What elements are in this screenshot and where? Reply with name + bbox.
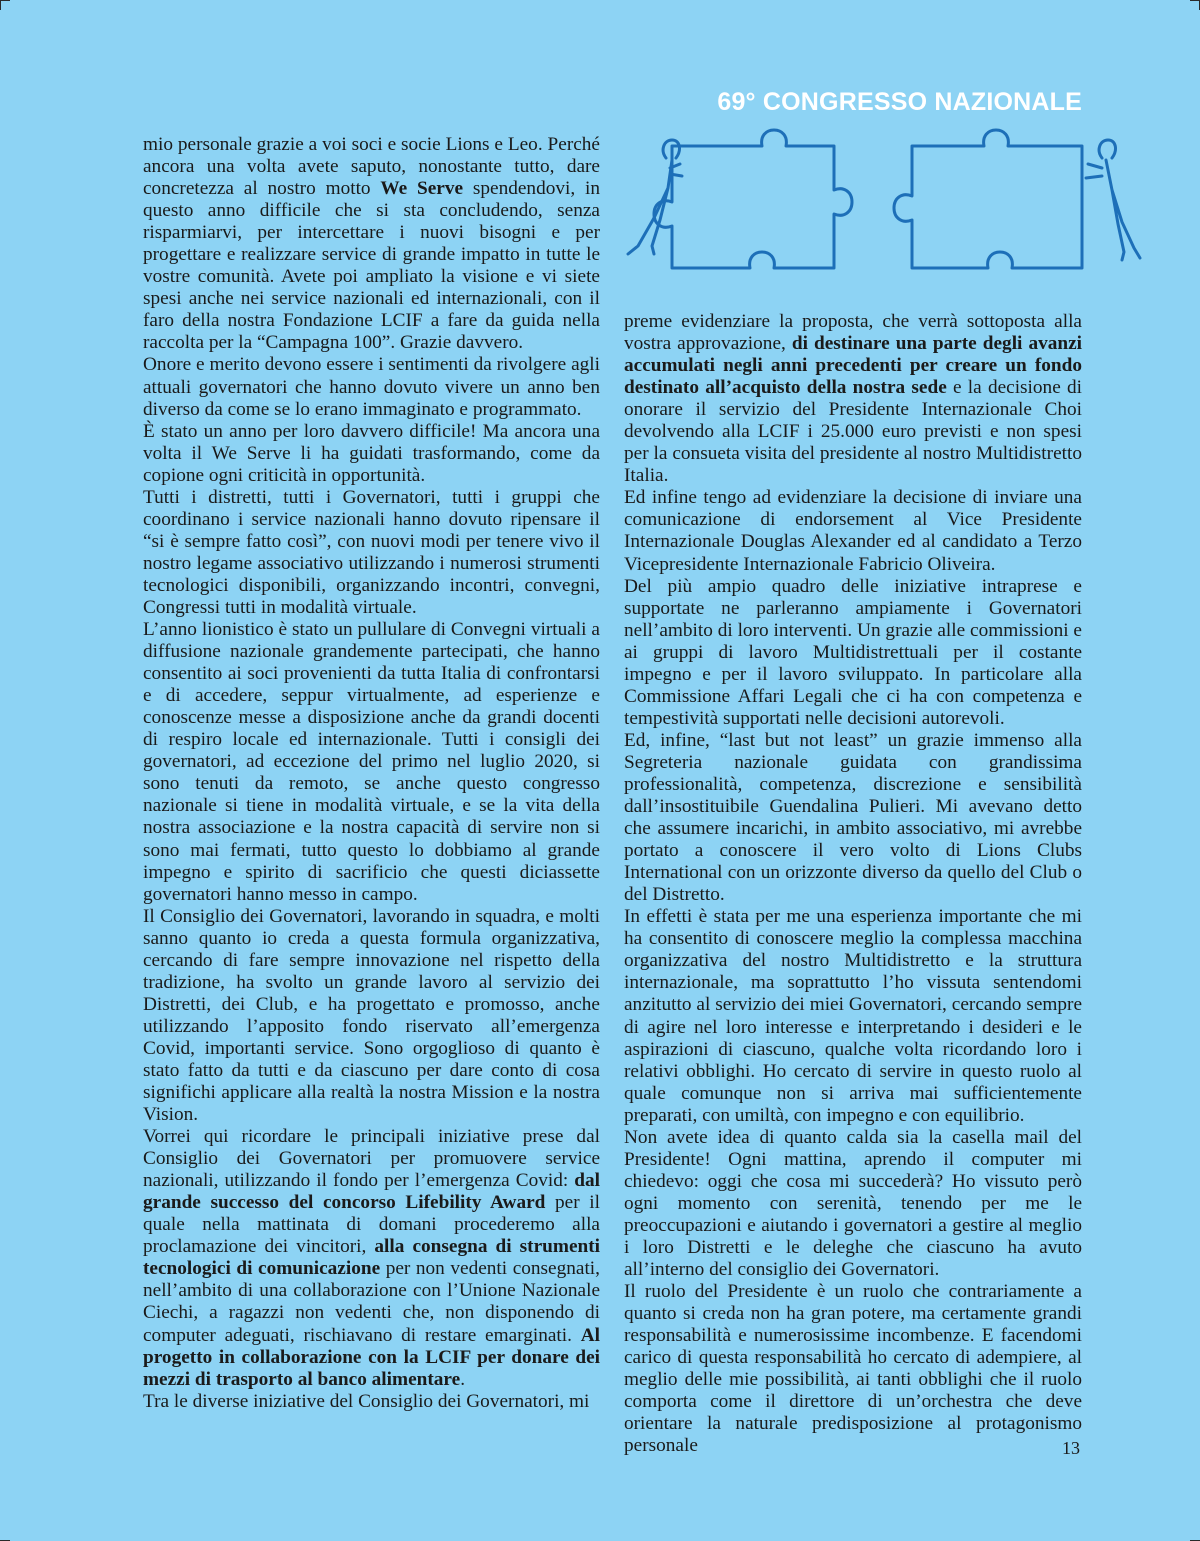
paragraph <box>143 619 600 906</box>
bold-text: alla consegna di strumenti tecnologici di comunicazione <box>143 1236 600 1280</box>
paragraph <box>143 487 600 619</box>
text-run: In effetti è stata per me una esperienza importante che mi ha consentito di conoscere meglio la complessa macchina organizzativa del nostro Multidistretto e la struttura internazionale, ma soprattutto l’ho vissuta sentendomi anzitutto al servizio dei miei Governatori, cercando sempre di agire nel loro interesse e interpretando i desideri e le aspirazioni di ciascuno, qualche volta ricordando loro i relativi obblighi. Ho cercato di servire in questo ruolo al quale comunque non si arriva mai sufficientemente preparati, con umiltà, con impegno e con equilibrio. <box>624 906 1082 1126</box>
bold-text: We Serve <box>380 178 464 200</box>
text-run: preme evidenziare la proposta, che verrà sottoposta alla vostra approvazione, <box>624 311 1082 355</box>
paragraph <box>624 311 1082 487</box>
crop-mark <box>0 0 10 1</box>
paragraph <box>143 1391 600 1413</box>
bold-text: dal grande successo del concorso Lifebility Award <box>143 1170 600 1214</box>
text-run: Ed infine tengo ad evidenziare la decisione di inviare una comunicazione di endorsement al Vice Presidente Internazionale Douglas Alexander ed al candidato a Terzo Vicepresidente Internazionale Fabricio Oliveira. <box>624 487 1082 575</box>
paragraph <box>624 576 1082 730</box>
text-run: Il Consiglio dei Governatori, lavorando in squadra, e molti sanno quanto io creda a questa formula organizzativa, cercando di fare sempre innovazione nel rispetto della tradizione, ha svolto un grande lavoro al servizio dei Distretti, dei Club, e ha progettato e promosso, anche utilizzando l’apposito fondo riservato all’emergenza Covid, importanti service. Sono orgoglioso di quanto è stato fatto da tutti e da ciascuno per dare conto di cosa significhi applicare alla realtà la nostra Mission e la nostra Vision. <box>143 905 600 1126</box>
paragraph <box>624 730 1082 906</box>
paragraph <box>624 1127 1082 1281</box>
text-run: Del più ampio quadro delle iniziative intraprese e supportate ne parleranno ampiamente i Governatori nell’ambito di loro interventi. Un grazie alle commissioni e ai gruppi di lavoro Multidistrettuali per il costante impegno e per il lavoro sviluppato. In particolare alla Commissione Affari Legali che ci ha con competenza e tempestività supportati nelle decisioni autorevoli. <box>624 575 1082 729</box>
puzzle-pieces-with-figures-icon <box>624 128 1144 278</box>
text-run: per non vedenti consegnati, nell’ambito di una collaborazione con l’Unione Nazionale Ciechi, a ragazzi non vedenti che, non disponendo di computer adeguati, rischiavano di restare emarginati. <box>143 1258 600 1346</box>
article-column-right <box>624 311 1082 1457</box>
text-run: Vorrei qui ricordare le principali iniziative prese dal Consiglio dei Governatori per promuovere service nazionali, utilizzando il fondo per l’emergenza Covid: <box>143 1126 600 1192</box>
text-run: L’anno lionistico è stato un pullulare di Convegni virtuali a diffusione nazionale grandemente partecipati, che hanno consentito ai soci provenienti da tutta Italia di confrontarsi e di accedere, seppur virtualmente, ad esperienze e conoscenze messe a disposizione anche da grandi docenti di respiro locale ed internazionale. Tutti i consigli dei governatori, ad eccezione del primo nel luglio 2020, si sono tenuti da remoto, se anche questo congresso nazionale si tiene in modalità virtuale, e se la vita della nostra associazione e la nostra capacità di servire non si sono mai fermati, tutto questo lo dobbiamo al grande impegno e spirito di sacrificio che questi diciassette governatori hanno messo in campo. <box>143 619 600 905</box>
text-run: È stato un anno per loro davvero difficile! Ma ancora una volta il We Serve li ha guidati trasformando, come da copione ogni criticità in opportunità. <box>143 420 600 486</box>
text-run: per il quale nella mattinata di domani procederemo alla proclamazione dei vincitori, <box>143 1192 601 1258</box>
text-run: e la decisione di onorare il servizio del Presidente Internazionale Choi devolvendo alla LCIF i 25.000 euro previsti e non spesi per la consueta visita del presidente al nostro Multidistretto Italia. <box>624 377 1082 487</box>
paragraph <box>143 1126 600 1391</box>
text-run: mio personale grazie a voi soci e socie Lions e Leo. Perché ancora una volta avete saputo, nonostante tutto, dare concretezza al nostro motto <box>143 134 600 200</box>
text-run: Il ruolo del Presidente è un ruolo che contrariamente a quanto si creda non ha gran potere, ma certamente grandi responsabilità e numerosissime incombenze. E facendomi carico di questa responsabilità ho cercato di adempiere, al meglio delle mie possibilità, ai tanti obblighi che il ruolo comporta come il direttore di un’orchestra che deve orientare la naturale predisposizione al protagonismo personale <box>624 1281 1082 1457</box>
paragraph <box>624 1281 1082 1457</box>
paragraph <box>143 134 600 354</box>
article-column-left <box>143 134 600 1413</box>
section-title: 69° CONGRESSO NAZIONALE <box>717 88 1082 116</box>
paragraph <box>143 906 600 1126</box>
text-run: spendendovi, in questo anno difficile che si sta concludendo, senza risparmiarvi, per intercettare i nuovi bisogni e per progettare e realizzare service di grande impatto in tutte le vostre comunità. Avete poi ampliato la visione e vi siete spesi anche nei service nazionali ed internazionali, con il faro della nostra Fondazione LCIF a fare da guida nella raccolta per la “Campagna 100”. Grazie davvero. <box>143 178 601 354</box>
paragraph <box>624 906 1082 1126</box>
bold-text: Al progetto in collaborazione con la LCIF per donare dei mezzi di trasporto al banco alimentare <box>143 1324 600 1390</box>
paragraph <box>143 354 600 420</box>
page-number: 13 <box>1062 1438 1080 1458</box>
paragraph <box>624 487 1082 575</box>
text-run: Tra le diverse iniziative del Consiglio dei Governatori, mi <box>143 1390 590 1412</box>
text-run: Tutti i distretti, tutti i Governatori, tutti i gruppi che coordinano i service nazionali hanno dovuto ripensare il “si è sempre fatto così”, con nuovi modi per tenere vivo il nostro legame associativo utilizzando i numerosi strumenti tecnologici disponibili, organizzando incontri, convegni, Congressi tutti in modalità virtuale. <box>143 486 600 618</box>
bold-text: di destinare una parte degli avanzi accumulati negli anni precedenti per creare un fondo destinato all’acquisto della nostra sede <box>624 333 1083 399</box>
paragraph <box>143 421 600 487</box>
text-run: Ed, infine, “last but not least” un grazie immenso alla Segreteria nazionale guidata con grandissima professionalità, competenza, discrezione e sensibilità dall’insostituibile Guendalina Pulieri. Mi avevano detto che assumere incarichi, in ambito associativo, mi avrebbe portato a conoscere il vero volto di Lions Clubs International con un orizzonte diverso da quello del Club o del Distretto. <box>624 729 1082 906</box>
text-run: Non avete idea di quanto calda sia la casella mail del Presidente! Ogni mattina, aprendo il computer mi chiedevo: oggi che cosa mi succederà? Ho vissuto però ogni momento con serenità, tenendo per me le preoccupazioni e aiutando i governatori a gestire al meglio i loro Distretti e le deleghe che ciascuno ha avuto all’interno del consiglio dei Governatori. <box>624 1126 1082 1281</box>
crop-mark <box>0 0 1 10</box>
text-run: Onore e merito devono essere i sentimenti da rivolgere agli attuali governatori che hanno dovuto vivere un anno ben diverso da come se lo erano immaginato e programmato. <box>143 354 600 420</box>
text-run: . <box>460 1368 466 1390</box>
